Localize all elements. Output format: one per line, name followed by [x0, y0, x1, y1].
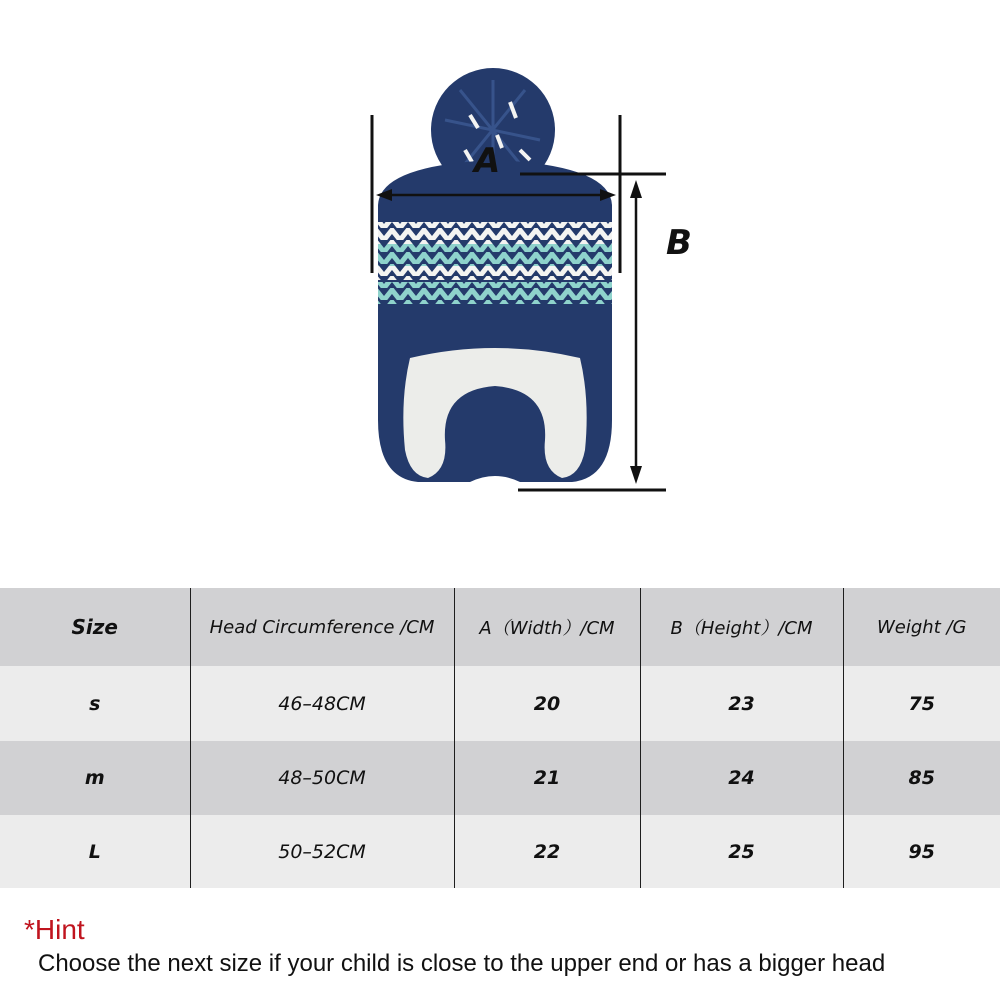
header-head-circumference: Head Circumference /CM — [190, 588, 454, 666]
dimension-b-label: B — [666, 223, 692, 263]
header-size: Size — [0, 588, 190, 666]
header-height: B（Height）/CM — [640, 588, 843, 666]
cell-height: 24 — [640, 741, 843, 815]
cell-size: s — [0, 666, 190, 741]
hint-text: Choose the next size if your child is close to the upper end or has a bigger head — [38, 950, 886, 977]
cell-size: m — [0, 741, 190, 815]
header-weight: Weight /G — [843, 588, 1000, 666]
cell-size: L — [0, 815, 190, 888]
table-row — [0, 815, 1000, 888]
size-chart-table — [0, 588, 1000, 888]
header-width: A（Width）/CM — [454, 588, 640, 666]
cell-weight: 75 — [843, 666, 1000, 741]
cell-width: 22 — [454, 815, 640, 888]
cell-head-circumference: 48–50CM — [190, 741, 454, 815]
cell-weight: 95 — [843, 815, 1000, 888]
table-row — [0, 741, 1000, 815]
hint-title: *Hint — [24, 914, 85, 945]
cell-weight: 85 — [843, 741, 1000, 815]
dimension-a-label: A — [474, 141, 501, 181]
table-row — [0, 666, 1000, 741]
cell-height: 25 — [640, 815, 843, 888]
cell-width: 21 — [454, 741, 640, 815]
table-header-row — [0, 588, 1000, 666]
cell-head-circumference: 50–52CM — [190, 815, 454, 888]
cell-width: 20 — [454, 666, 640, 741]
cell-height: 23 — [640, 666, 843, 741]
cell-head-circumference: 46–48CM — [190, 666, 454, 741]
